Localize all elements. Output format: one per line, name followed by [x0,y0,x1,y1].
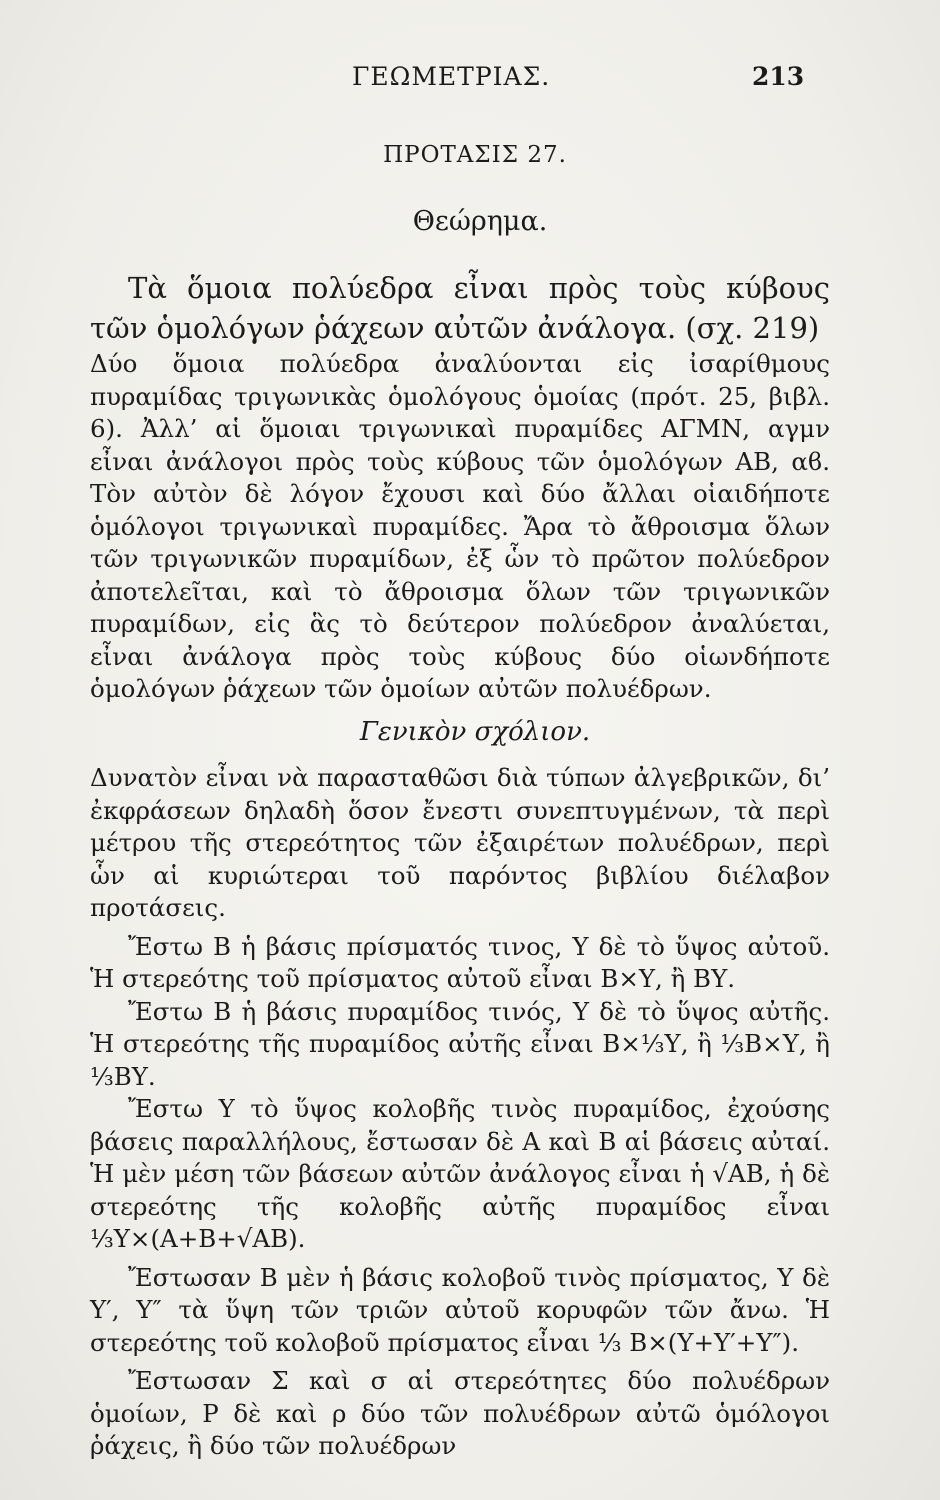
proof-paragraph: Δύο ὅμοια πολύεδρα ἀναλύονται εἰς ἰσαρίθμους πυραμίδας τριγωνικὰς ὁμολόγους ὁμοίας (πρότ. 25, βιβλ. 6). Ἀλλ’ αἱ ὅμοιαι τριγωνικαὶ πυραμίδες ΑΓΜΝ, αγμν εἶναι ἀνάλογοι πρὸς τοὺς κύβους τῶν ὁμολόγων ΑΒ, αϐ. Τὸν αὐτὸν δὲ λόγον ἔχουσι καὶ δύο ἄλλαι οἱαιδήποτε ὁμόλογοι τριγωνικαὶ πυραμίδες. Ἄρα τὸ ἄθροισμα ὅλων τῶν τριγωνικῶν πυραμίδων, ἐξ ὧν τὸ πρῶτον πολύεδρον ἀποτελεῖται, καὶ τὸ ἄθροισμα ὅλων τῶν τριγωνικῶν πυραμίδων, εἰς ἃς τὸ δεύτερον πολύεδρον ἀναλύεται, εἶναι ἀνάλογα πρὸς τοὺς κύβους δύο οἱωνδήποτε ὁμολόγων ῥάχεων τῶν ὁμοίων αὐτῶν πολυέδρων. [90,349,830,703]
page-header [0,62,940,102]
running-title: ΓΕΩΜΕΤΡΙΑΣ. [352,62,551,91]
proposition-title: ΠΡΟΤΑΣΙΣ 27. [383,142,567,168]
scholion-paragraph: Ἔστωσαν Β μὲν ἡ βάσις κολοβοῦ τινὸς πρίσματος, Υ δὲ Υ′, Υ″ τὰ ὕψη τῶν τριῶν αὐτοῦ κορυφῶν τῶν ἄνω. Ἡ στερεότης τοῦ κολοβοῦ πρίσματος εἶναι ⅓ Β×(Υ+Υ′+Υ″). [90,1262,830,1357]
theorem-label: Θεώρημα. [412,206,548,237]
scholion-paragraph: Ἔστωσαν Σ καὶ σ αἱ στερεότητες δύο πολυέδρων ὁμοίων, Ρ δὲ καὶ ρ δύο τῶν πολυέδρων αὐτῶ ὁμόλογοι ῥάχεις, ἢ δύο τῶν πολυέδρων [90,1366,830,1460]
scholion-paragraph: Ἔστω Υ τὸ ὕψος κολοβῆς τινὸς πυραμίδος, ἐχούσης βάσεις παραλλήλους, ἔστωσαν δὲ Α καὶ Β αἱ βάσεις αὐταί. Ἡ μὲν μέση τῶν βάσεων αὐτῶν ἀνάλογος εἶναι ἡ √ΑΒ, ἡ δὲ στερεότης τῆς κολοβῆς αὐτῆς πυραμίδος εἶναι ⅓Υ×(Α+Β+√ΑΒ). [90,1094,830,1253]
scholion-paragraph: Δυνατὸν εἶναι νὰ παρασταθῶσι διὰ τύπων ἀλγεβρικῶν, δι’ ἐκφράσεων δηλαδὴ ὅσον ἔνεστι συνεπτυγμένων, τὰ περὶ μέτρου τῆς στερεότητος τῶν ἐξαιρέτων πολυέδρων, περὶ ὧν αἱ κυριώτεραι τοῦ παρόντος βιβλίου διέλαβον προτάσεις. [90,763,830,922]
scholion-paragraph: Ἔστω Β ἡ βάσις πυραμίδος τινός, Υ δὲ τὸ ὕψος αὐτῆς. Ἡ στερεότης τῆς πυραμίδος αὐτῆς εἶναι Β×⅓Υ, ἢ ⅓Β×Υ, ἢ ⅓ΒΥ. [90,996,830,1091]
scholion-title: Γενικὸν σχόλιον. [359,716,591,747]
scholion-paragraph: Ἔστω Β ἡ βάσις πρίσματός τινος, Υ δὲ τὸ ὕψος αὐτοῦ. Ἡ στερεότης τοῦ πρίσματος αὐτοῦ εἶναι Β×Υ, ἢ ΒΥ. [90,931,830,993]
body-text [90,268,830,1463]
theorem-statement: Τὰ ὅμοια πολύεδρα εἶναι πρὸς τοὺς κύβους τῶν ὁμολόγων ῥάχεων αὐτῶν ἀνάλογα. (σχ. 219) [90,271,830,345]
page-number: 213 [752,62,805,91]
